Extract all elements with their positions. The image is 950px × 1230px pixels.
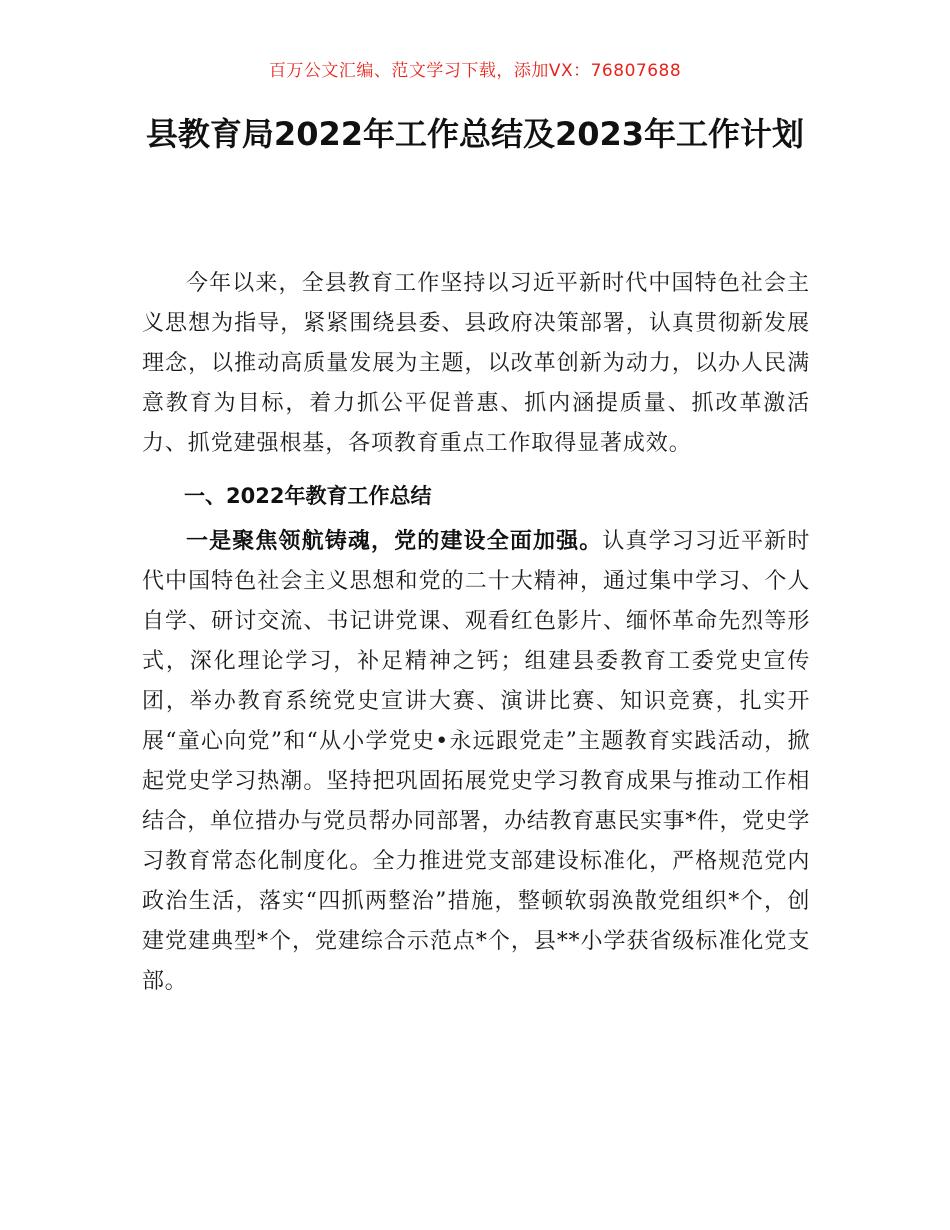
point-lead: 一是聚焦领航铸魂，党的建设全面加强。 — [186, 529, 603, 554]
page-title: 县教育局2022年工作总结及2023年工作计划 — [145, 115, 805, 153]
section-heading: 一、2022年教育工作总结 — [184, 484, 432, 508]
point-paragraph — [142, 522, 810, 1002]
intro-paragraph: 今年以来，全县教育工作坚持以习近平新时代中国特色社会主义思想为指导，紧紧围绕县委、县政府决策部署，认真贯彻新发展理念，以推动高质量发展为主题，以改革创新为动力，以办人民满意教育为目标，着力抓公平促普惠、抓内涵提质量、抓改革激活力、抓党建强根基，各项教育重点工作取得显著成效。 — [142, 271, 810, 456]
promo-banner: 百万公文汇编、范文学习下载，添加VX：76807688 — [268, 61, 682, 81]
point-text: 认真学习习近平新时代中国特色社会主义思想和党的二十大精神，通过集中学习、个人自学、研讨交流、书记讲党课、观看红色影片、缅怀革命先烈等形式，深化理论学习，补足精神之钙；组建县委教育工委党史宣传团，举办教育系统党史宣讲大赛、演讲比赛、知识竞赛，扎实开展“童心向党”和“从小学党史•永远跟党走”主题教育实践活动，掀起党史学习热潮。坚持把巩固拓展党史学习教育成果与推动工作相结合，单位措办与党员帮办同部署，办结教育惠民实事*件，党史学习教育常态化制度化。全力推进党支部建设标准化，严格规范党内政治生活，落实“四抓两整治”措施，整顿软弱涣散党组织*个，创建党建典型*个，党建综合示范点*个，县**小学获省级标准化党支部。 — [142, 529, 810, 994]
document-body — [142, 264, 810, 1002]
